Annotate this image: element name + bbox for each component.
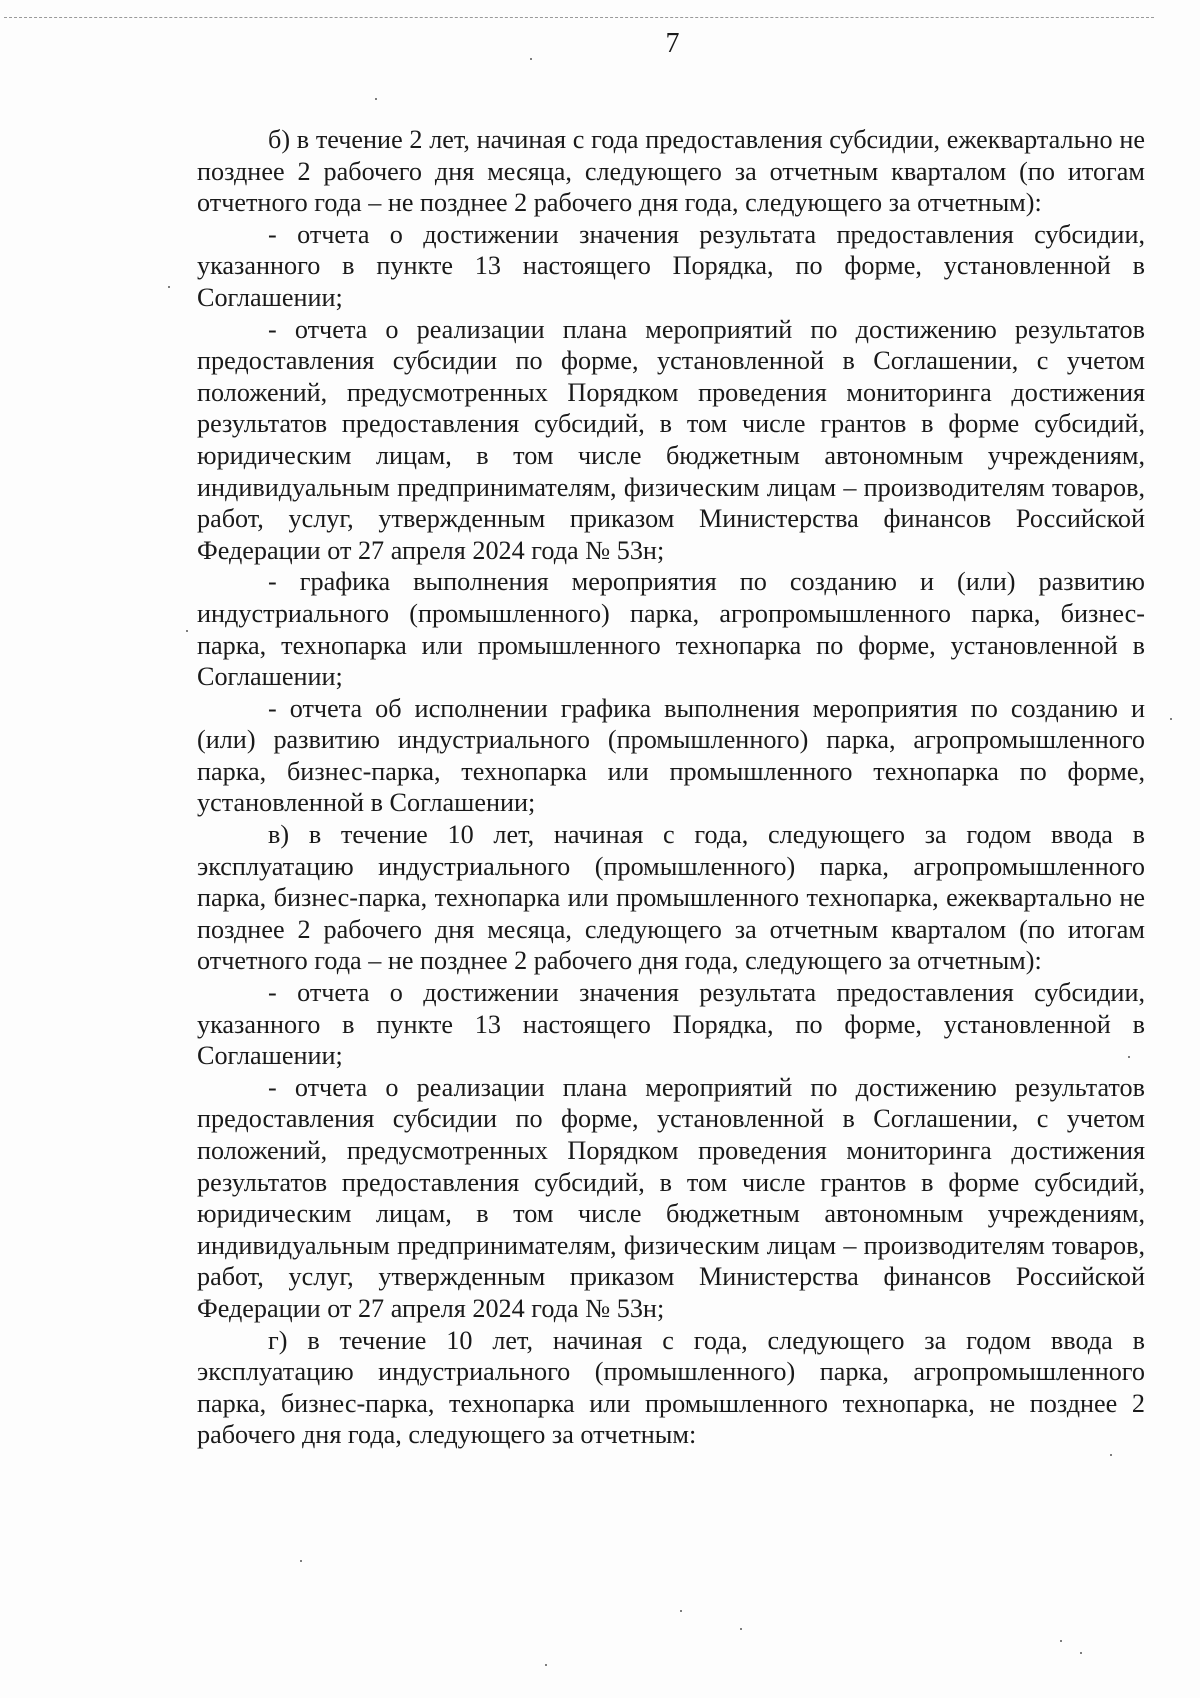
paragraph-b: б) в течение 2 лет, начиная с года предоставления субсидии, ежеквартально не позднее 2 рабочего дня месяца, следующего за отчетным кварталом (по итогам отчетного года – не позднее 2 рабочего дня года, следующего за отчетным): xyxy=(197,125,1145,218)
scan-speck xyxy=(168,286,170,288)
scan-speck xyxy=(1060,1640,1062,1642)
scan-speck xyxy=(1170,718,1172,720)
scan-speck xyxy=(680,1610,682,1612)
scan-speck xyxy=(300,1560,302,1562)
paragraph-v-plan-report: - отчета о реализации плана мероприятий по достижению результатов предоставления субсидии по форме, установленной в Соглашении, с учетом положений, предусмотренных Порядком проведения мониторинга достижения результатов предоставления субсидий, в том числе грантов в форме субсидий, юридическим лицам, в том числе бюджетным автономным учреждениям, индивидуальным предпринимателям, физическим лицам – производителям товаров, работ, услуг, утвержденным приказом Министерства финансов Российской Федерации от 27 апреля 2024 года № 53н; xyxy=(197,1072,1145,1323)
paragraph-g: г) в течение 10 лет, начиная с года, следующего за годом ввода в эксплуатацию индустриального (промышленного) парка, агропромышленного парка, бизнес-парка, технопарка или промышленного технопарка, не позднее 2 рабочего дня года, следующего за отчетным: xyxy=(197,1325,1145,1450)
paragraph-b-plan-report: - отчета о реализации плана мероприятий по достижению результатов предоставления субсидии по форме, установленной в Соглашении, с учетом положений, предусмотренных Порядком проведения мониторинга достижения результатов предоставления субсидий, в том числе грантов в форме субсидий, юридическим лицам, в том числе бюджетным автономным учреждениям, индивидуальным предпринимателям, физическим лицам – производителям товаров, работ, услуг, утвержденным приказом Министерства финансов Российской Федерации от 27 апреля 2024 года № 53н; xyxy=(197,314,1145,565)
scan-speck xyxy=(186,630,188,632)
scan-speck xyxy=(545,1664,547,1666)
page-number: 7 xyxy=(665,28,680,59)
paragraph-b-schedule: - графика выполнения мероприятия по созданию и (или) развитию индустриального (промышленного) парка, агропромышленного парка, бизнес-парка, технопарка или промышленного технопарка по форме, установленной в Соглашении; xyxy=(197,567,1145,692)
scan-speck xyxy=(1080,1652,1082,1654)
scan-speck xyxy=(1110,1454,1112,1456)
paragraph-b-result-report: - отчета о достижении значения результата предоставления субсидии, указанного в пункте 13 настоящего Порядка, по форме, установленной в Соглашении; xyxy=(197,219,1145,312)
scan-speck xyxy=(375,98,377,100)
scan-speck xyxy=(1128,1056,1130,1058)
paragraph-b-schedule-report: - отчета об исполнении графика выполнения мероприятия по созданию и (или) развитию индустриального (промышленного) парка, агропромышленного парка, бизнес-парка, технопарка или промышленного технопарка по форме, установленной в Соглашении; xyxy=(197,693,1145,818)
page-top-edge xyxy=(4,17,1154,18)
scan-speck xyxy=(740,1628,742,1630)
scan-speck xyxy=(530,58,532,60)
paragraph-v-result-report: - отчета о достижении значения результата предоставления субсидии, указанного в пункте 13 настоящего Порядка, по форме, установленной в Соглашении; xyxy=(197,978,1145,1071)
document-body xyxy=(197,124,1145,1451)
paragraph-v: в) в течение 10 лет, начиная с года, следующего за годом ввода в эксплуатацию индустриального (промышленного) парка, агропромышленного парка, бизнес-парка, технопарка или промышленного технопарка, ежеквартально не позднее 2 рабочего дня месяца, следующего за отчетным кварталом (по итогам отчетного года – не позднее 2 рабочего дня года, следующего за отчетным): xyxy=(197,820,1145,976)
